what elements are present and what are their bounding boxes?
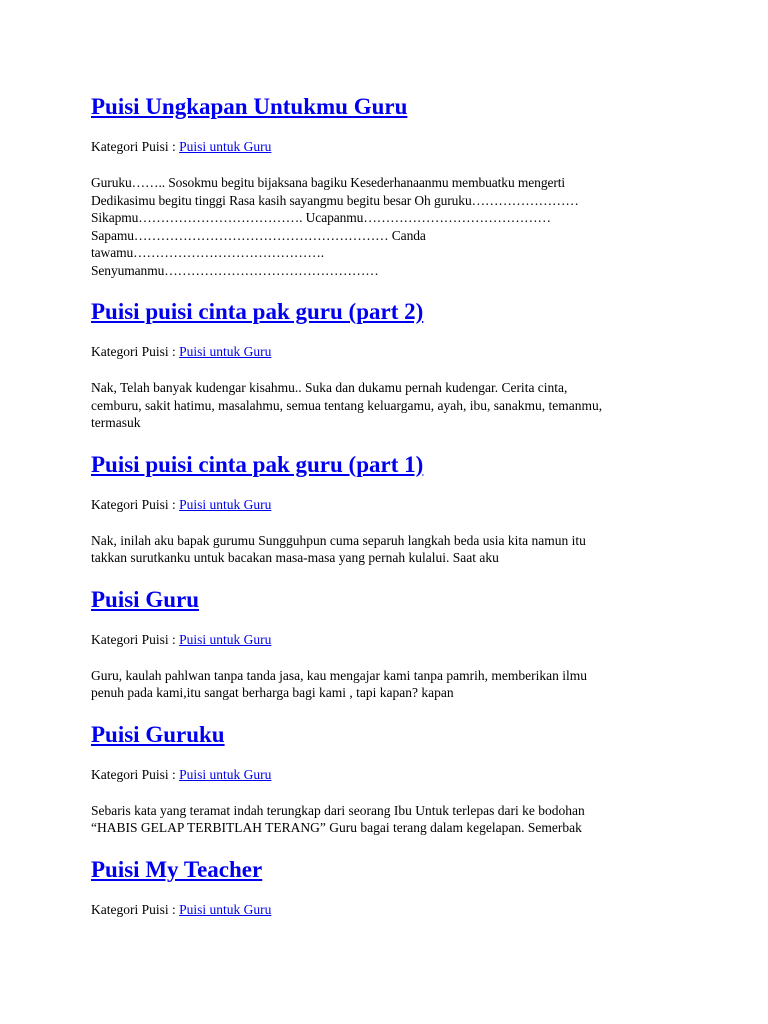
post-category	[91, 631, 708, 649]
category-link[interactable]: Puisi untuk Guru	[179, 901, 272, 917]
category-prefix: Kategori Puisi :	[91, 766, 180, 782]
excerpt-line: Guru, kaulah pahlwan tanpa tanda jasa, kau mengajar kami tanpa pamrih, memberikan ilmu	[91, 667, 587, 683]
post-item	[91, 450, 708, 567]
excerpt-line: takkan surutkanku untuk bacakan masa-masa yang pernah kulalui. Saat aku	[91, 550, 499, 565]
category-link[interactable]: Puisi untuk Guru	[179, 631, 272, 647]
excerpt-line: Guruku…….. Sosokmu begitu bijaksana bagiku Kesederhanaanmu membuatku mengerti	[91, 175, 566, 190]
post-item	[91, 855, 708, 919]
excerpt-line: Nak, inilah aku bapak gurumu Sungguhpun cuma separuh langkah beda usia kita namun itu	[91, 532, 586, 548]
excerpt-line: “HABIS GELAP TERBITLAH TERANG” Guru bagai terang dalam kegelapan. Semerbak	[91, 820, 582, 835]
post-item	[91, 720, 708, 837]
post-item	[91, 92, 708, 279]
post-excerpt	[91, 532, 708, 567]
category-link[interactable]: Puisi untuk Guru	[179, 344, 272, 359]
excerpt-line: Sapamu………………………………………………… Canda	[91, 227, 426, 243]
category-link[interactable]: Puisi untuk Guru	[179, 496, 272, 512]
post-title-link[interactable]: Puisi puisi cinta pak guru (part 2)	[91, 299, 424, 324]
post-title-link[interactable]: Puisi Guru	[91, 586, 200, 612]
excerpt-line: cemburu, sakit hatimu, masalahmu, semua tentang keluargamu, ayah, ibu, sanakmu, temanmu,	[91, 397, 603, 413]
post-title-link[interactable]: Puisi puisi cinta pak guru (part 1)	[91, 451, 424, 477]
post-title-link[interactable]: Puisi My Teacher	[91, 856, 263, 882]
post-excerpt	[91, 174, 708, 279]
excerpt-line: tawamu…………………………………….	[91, 245, 325, 260]
post-category	[91, 138, 708, 156]
excerpt-line: penuh pada kami,itu sangat berharga bagi kami , tapi kapan? kapan	[91, 685, 454, 700]
excerpt-line: Sebaris kata yang teramat indah terungkap dari seorang Ibu Untuk terlepas dari ke bodohan	[91, 802, 585, 818]
category-prefix: Kategori Puisi :	[91, 344, 180, 359]
excerpt-line: Senyumanmu…………………………………………	[91, 262, 379, 278]
post-category	[91, 496, 708, 514]
excerpt-line: termasuk	[91, 415, 141, 430]
category-prefix: Kategori Puisi :	[91, 139, 180, 154]
post-category	[91, 901, 708, 919]
category-prefix: Kategori Puisi :	[91, 901, 180, 917]
excerpt-line: Nak, Telah banyak kudengar kisahmu.. Suka dan dukamu pernah kudengar. Cerita cinta,	[91, 380, 568, 395]
excerpt-line: Sikapmu………………………………. Ucapanmu……………………………………	[91, 210, 551, 225]
category-prefix: Kategori Puisi :	[91, 631, 180, 647]
post-excerpt	[91, 667, 708, 702]
category-link[interactable]: Puisi untuk Guru	[179, 139, 272, 154]
post-title-link[interactable]: Puisi Guruku	[91, 721, 225, 747]
post-excerpt	[91, 379, 708, 432]
post-category	[91, 343, 708, 361]
post-item	[91, 297, 708, 432]
excerpt-line: Dedikasimu begitu tinggi Rasa kasih sayangmu begitu besar Oh guruku……………………	[91, 192, 579, 208]
category-link[interactable]: Puisi untuk Guru	[179, 766, 272, 782]
post-excerpt	[91, 802, 708, 837]
post-item	[91, 585, 708, 702]
category-prefix: Kategori Puisi :	[91, 496, 180, 512]
post-category	[91, 766, 708, 784]
post-title-link[interactable]: Puisi Ungkapan Untukmu Guru	[91, 94, 408, 119]
